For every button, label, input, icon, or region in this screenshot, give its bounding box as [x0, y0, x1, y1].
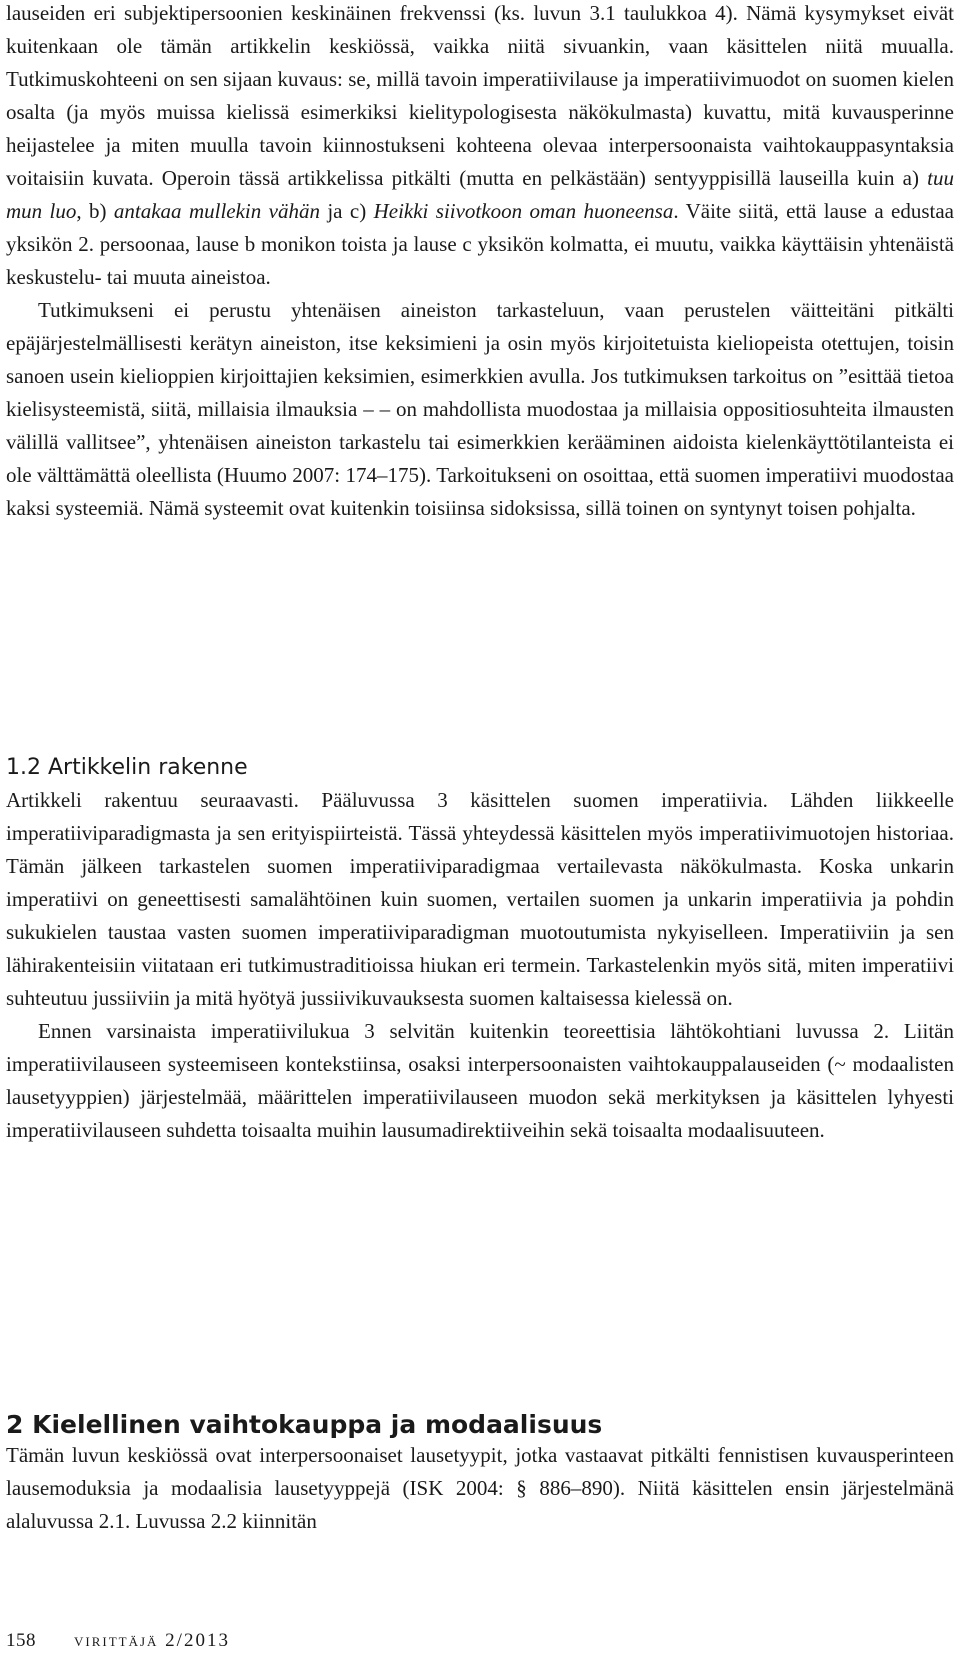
example-a: tuu mun luo	[6, 166, 954, 223]
paragraph	[6, 0, 954, 294]
paragraph: Tutkimukseni ei perustu yhtenäisen aineiston tarkasteluun, vaan perustelen väitteitäni pitkälti epäjärjestelmällisesti kerätyn aineiston, itse keksimieni ja osin myös kirjoitetuista kieliopeista otettujen, toisin sanoen usein kielioppien kirjoittajien keksimien, esimerkkien avulla. Jos tutkimuksen tarkoitus on ”esittää tietoa kielisysteemistä, siitä, millaisia ilmauksia – – on mahdollista muodostaa ja millaisia oppositiosuhteita ilmausten välillä vallitsee”, yhtenäisen aineiston tarkastelu tai esimerkkien kerääminen aidoista kielenkäyttötilanteista ei ole välttämättä oleellista (Huumo 2007: 174–175). Tarkoitukseni on osoittaa, että suomen imperatiivi muodostaa kaksi systeemiä. Nämä systeemit ovat kuitenkin toisiinsa sidoksissa, sillä toinen on syntynyt toisen pohjalta.	[6, 298, 954, 520]
paragraph-text: ja c)	[319, 199, 374, 223]
text-block-section-1-2	[6, 784, 954, 1147]
example-b: antakaa mullekin vähän	[113, 199, 320, 223]
paragraph-text: , b)	[76, 199, 114, 223]
example-c: Heikki siivotkoon oman huoneensa	[373, 199, 674, 223]
page-footer	[6, 1630, 230, 1652]
paragraph: Artikkeli rakentuu seuraavasti. Pääluvussa 3 käsittelen suomen imperatiivia. Lähden liikkeelle imperatiiviparadigmasta ja sen erityispiirteistä. Tässä yhteydessä käsittelen myös imperatiivimuotojen historiaa. Tämän jälkeen tarkastelen suomen imperatiiviparadigmaa vertailevasta näkökulmasta. Koska unkarin imperatiivi on geneettisesti samalähtöinen kuin suomen, vertailen suomen ja unkarin imperatiivia ja pohdin sukukielen taustaa vasten suomen imperatiiviparadigman muotoutumista nykyiselleen. Imperatiiviin ja sen lähirakenteisiin viitataan eri tutkimustraditioissa hiukan eri termein. Tarkastelenkin myös sitä, miten imperatiivi suhteutuu jussiiviin ja mitä hyötyä jussiivikuvauksesta suomen kaltaisessa kielessä on.	[6, 788, 954, 1010]
paragraph: Tämän luvun keskiössä ovat interpersoonaiset lausetyypit, jotka vastaavat pitkälti fennistisen kuvausperinteen lausemoduksia ja modaalisia lausetyyppejä (ISK 2004: § 886–890). Niitä käsittelen ensin järjestelmänä alaluvussa 2.1. Luvussa 2.2 kiinnitän	[6, 1443, 954, 1533]
text-block-section-2	[6, 1439, 954, 1538]
chapter-heading: 2 Kielellinen vaihtokauppa ja modaalisuus	[6, 1410, 603, 1439]
journal-name: virittäjä 2/2013	[74, 1630, 230, 1651]
section-heading: 1.2 Artikkelin rakenne	[6, 755, 248, 780]
page-number: 158	[6, 1630, 36, 1651]
paragraph-text: lauseiden eri subjektipersoonien keskinäinen frekvenssi (ks. luvun 3.1 taulukkoa 4). Nämä kysymykset eivät kuitenkaan ole tämän artikkelin keskiössä, vaikka niitä sivuankin, vaan käsittelen niitä muualla. Tutkimuskohteeni on sen sijaan kuvaus: se, millä tavoin imperatiivilause ja imperatiivimuodot on suomen kielen osalta (ja myös muissa kielissä esimerkiksi kielitypologisesta näkökulmasta) kuvattu, mitä kuvausperinne heijastelee ja miten muulla tavoin kiinnostukseni kohteena olevaa interpersoonaista vaihtokauppasyntaksia voitaisiin kuvata. Operoin tässä artikkelissa pitkälti (mutta en pelkästään) sentyyppisillä lauseilla kuin a)	[6, 1, 954, 190]
text-block-intro	[6, 0, 954, 525]
paragraph-text: . Väite siitä, että lause a edustaa yksikön 2. persoonaa, lause b monikon toista ja lause c yksikön kolmatta, ei muutu, vaikka käyttäisin yhtenäistä keskustelu- tai muuta aineistoa.	[6, 199, 954, 289]
paragraph: Ennen varsinaista imperatiivilukua 3 selvitän kuitenkin teoreettisia lähtökohtiani luvussa 2. Liitän imperatiivilauseen systeemiseen kontekstiinsa, osaksi interpersoonaisten vaihtokauppalauseiden (~ modaalisten lausetyyppien) järjestelmää, määrittelen imperatiivilauseen muodon sekä merkityksen ja käsittelen lyhyesti imperatiivilauseen suhdetta toisaalta muihin lausumadirektiiveihin sekä toisaalta modaalisuuteen.	[6, 1019, 954, 1142]
